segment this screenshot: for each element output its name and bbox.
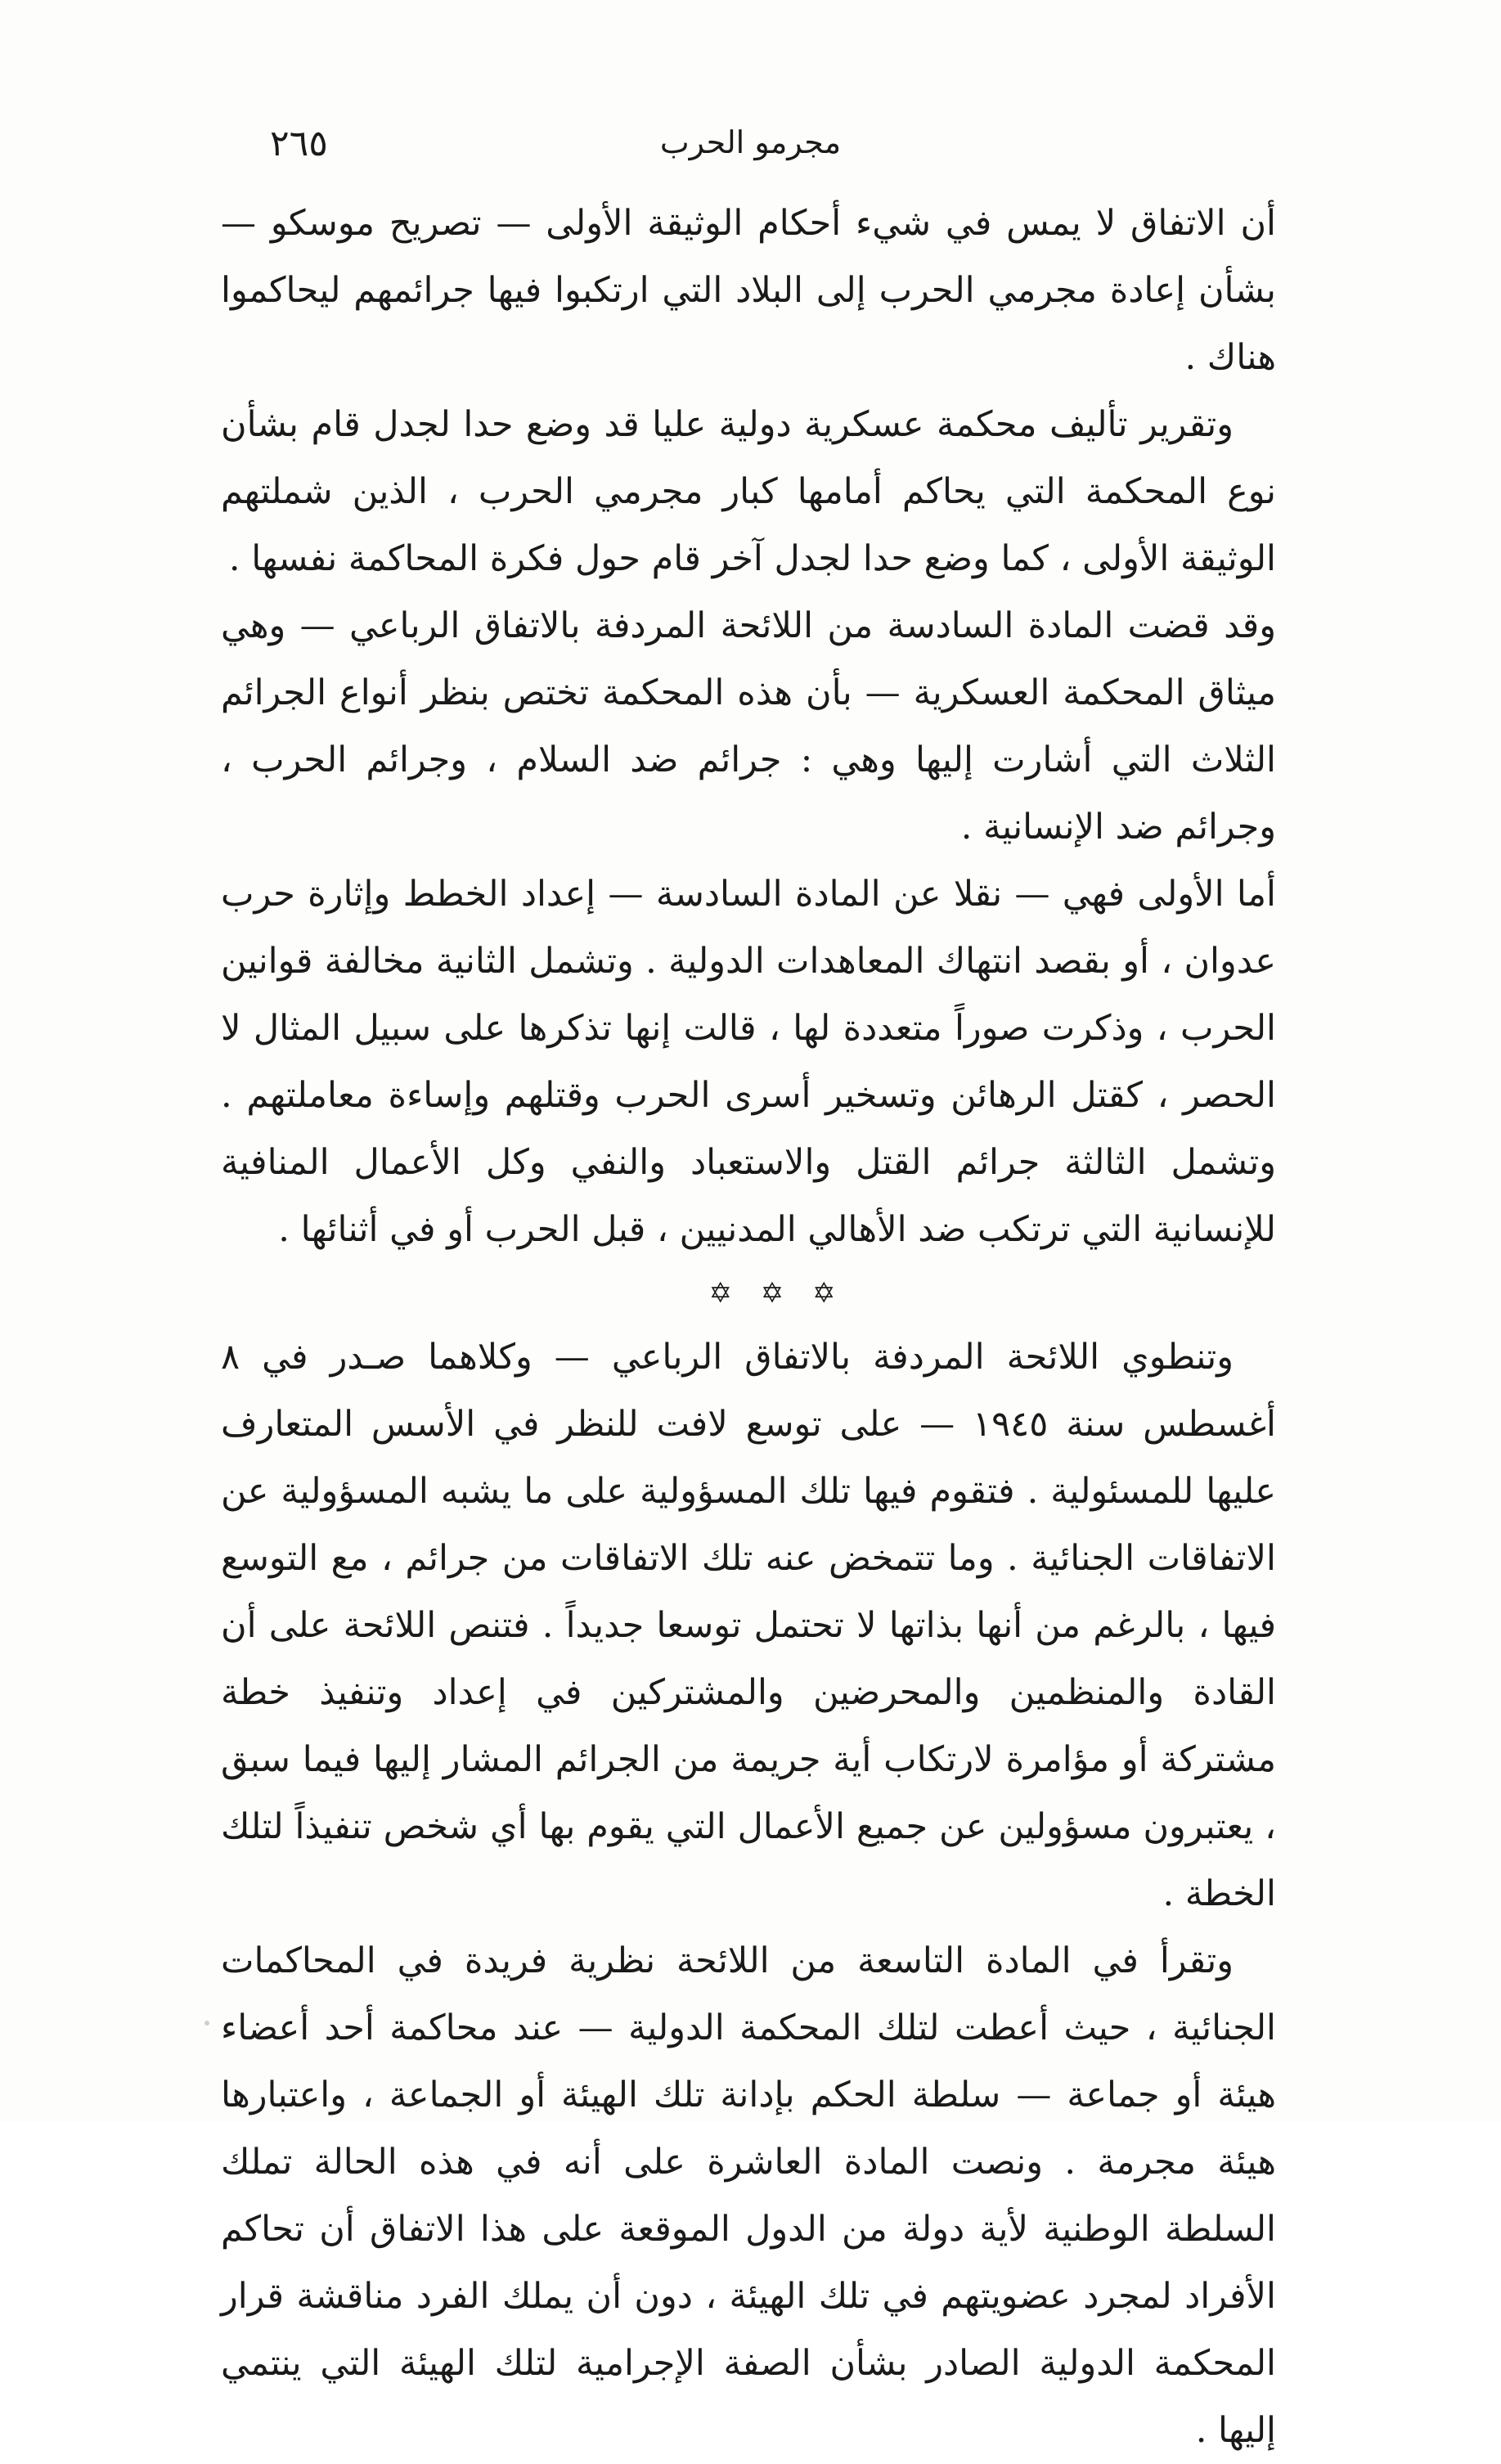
paragraph-2: وتقرير تأليف محكمة عسكرية دولية عليا قد وضع حدا لجدل قام بشأن نوع المحكمة التي يحاكم أمامها كبار مجرمي الحرب ، الذين شملتهم الوثيقة الأولى ، كما وضع حدا لجدل آخر قام حول فكرة المحاكمة نفسها . [221, 404, 1276, 579]
paragraph-3: وقد قضت المادة السادسة من اللائحة المردفة بالاتفاق الرباعي — وهي ميثاق المحكمة العسكرية — بأن هذه المحكمة تختص بنظر أنواع الجرائم الثلاث التي أشارت إليها وهي : جرائم ضد السلام ، وجرائم الحرب ، وجرائم ضد الإنسانية . [221, 605, 1276, 848]
body-text [221, 190, 1276, 2464]
paragraph-4: أما الأولى فهي — نقلا عن المادة السادسة — إعداد الخطط وإثارة حرب عدوان ، أو بقصد انتهاك المعاهدات الدولية . وتشمل الثانية مخالفة قوانين الحرب ، وذكرت صوراً متعددة لها ، قالت إنها تذكرها على سبيل المثال لا الحصر ، كقتل الرهائن وتسخير أسرى الحرب وقتلهم وإساءة معاملتهم . وتشمل الثالثة جرائم القتل والاستعباد والنفي وكل الأعمال المنافية للإنسانية التي ترتكب ضد الأهالي المدنيين ، قبل الحرب أو في أثنائها . [221, 874, 1276, 1250]
page-header [233, 123, 1268, 180]
section-separator: ✡ ✡ ✡ [708, 1277, 846, 1310]
page-number: ٢٦٥ [270, 123, 328, 164]
margin-speck [204, 2021, 209, 2026]
running-title: مجرمو الحرب [659, 124, 842, 160]
paragraph-6: وتقرأ في المادة التاسعة من اللائحة نظرية فريدة في المحاكمات الجنائية ، حيث أعطت لتلك المحكمة الدولية — عند محاكمة أحد أعضاء هيئة أو جماعة — سلطة الحكم بإدانة تلك الهيئة أو الجماعة ، واعتبارها هيئة مجرمة . ونصت المادة العاشرة على أنه في هذه الحالة تملك السلطة الوطنية لأية دولة من الدول الموقعة على هذا الاتفاق أن تحاكم الأفراد لمجرد عضويتهم في تلك الهيئة ، دون أن يملك الفرد مناقشة قرار المحكمة الدولية الصادر بشأن الصفة الإجرامية لتلك الهيئة التي ينتمي إليها . [221, 1940, 1276, 2451]
paragraph-1: أن الاتفاق لا يمس في شيء أحكام الوثيقة الأولى — تصريح موسكو — بشأن إعادة مجرمي الحرب إلى البلاد التي ارتكبوا فيها جرائمهم ليحاكموا هناك . [221, 203, 1276, 378]
paragraph-5: وتنطوي اللائحة المردفة بالاتفاق الرباعي — وكلاهما صـدر في ٨ أغسطس سنة ١٩٤٥ — على توسع لافت للنظر في الأسس المتعارف عليها للمسئولية . فتقوم فيها تلك المسؤولية على ما يشبه المسؤولية عن الاتفاقات الجنائية . وما تتمخض عنه تلك الاتفاقات من جرائم ، مع التوسع فيها ، بالرغم من أنها بذاتها لا تحتمل توسعا جديداً . فتنص اللائحة على أن القادة والمنظمين والمحرضين والمشتركين في إعداد وتنفيذ خطة مشتركة أو مؤامرة لارتكاب أية جريمة من الجرائم المشار إليها فيما سبق ، يعتبرون مسؤولين عن جميع الأعمال التي يقوم بها أي شخص تنفيذاً لتلك الخطة . [221, 1337, 1276, 1914]
